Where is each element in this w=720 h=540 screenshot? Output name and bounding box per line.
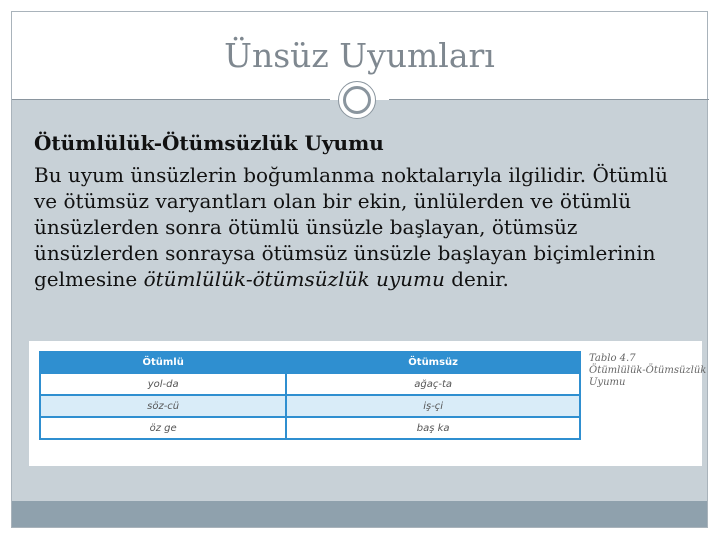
slide [11, 11, 708, 528]
table-cell: iş-çi [286, 395, 580, 417]
harmony-table [39, 351, 581, 440]
section-heading: Ötümlülük-Ötümsüzlük Uyumu [34, 131, 384, 155]
table-cell: öz ge [40, 417, 286, 439]
column-header-otumsuz: Ötümsüz [286, 352, 580, 373]
caption-number: Tablo 4.7 [589, 353, 636, 364]
paragraph-italic-term: ötümlülük-ötümsüzlük uyumu [143, 267, 445, 291]
table-figure [29, 341, 707, 466]
table-row [40, 417, 580, 439]
table-cell: baş ka [286, 417, 580, 439]
slide-title: Ünsüz Uyumları [224, 36, 495, 75]
title-divider-right [389, 99, 709, 100]
circle-ornament-icon [338, 81, 376, 119]
column-header-otumlu: Ötümlü [40, 352, 286, 373]
content-area [12, 100, 707, 503]
title-divider-left [12, 99, 330, 100]
table-header-row [40, 352, 580, 373]
bottom-bar [12, 501, 707, 527]
table-cell: yol-da [40, 373, 286, 395]
paragraph-end: denir. [444, 267, 509, 291]
circle-ornament-inner [343, 86, 371, 114]
caption-title-line2: Uyumu [589, 377, 626, 388]
caption-title-line1: Ötümlülük-Ötümsüzlük [589, 365, 707, 376]
table-row [40, 395, 580, 417]
table-caption [589, 353, 709, 389]
table-cell: ağaç-ta [286, 373, 580, 395]
table-row [40, 373, 580, 395]
body-paragraph [34, 162, 694, 292]
table-cell: söz-cü [40, 395, 286, 417]
paragraph-text: Bu uyum ünsüzlerin boğumlanma noktalarıyla ilgilidir. Ötümlü ve ötümsüz varyantları olan bir ekin, ünlülerden ve ötümlü ünsüzlerden sonra ötümlü ünsüzle başlayan, ötümsüz ünsüzlerden sonraysa ötümsüz ünsüzle başlayan biçimlerinin gelmesine [34, 163, 669, 291]
